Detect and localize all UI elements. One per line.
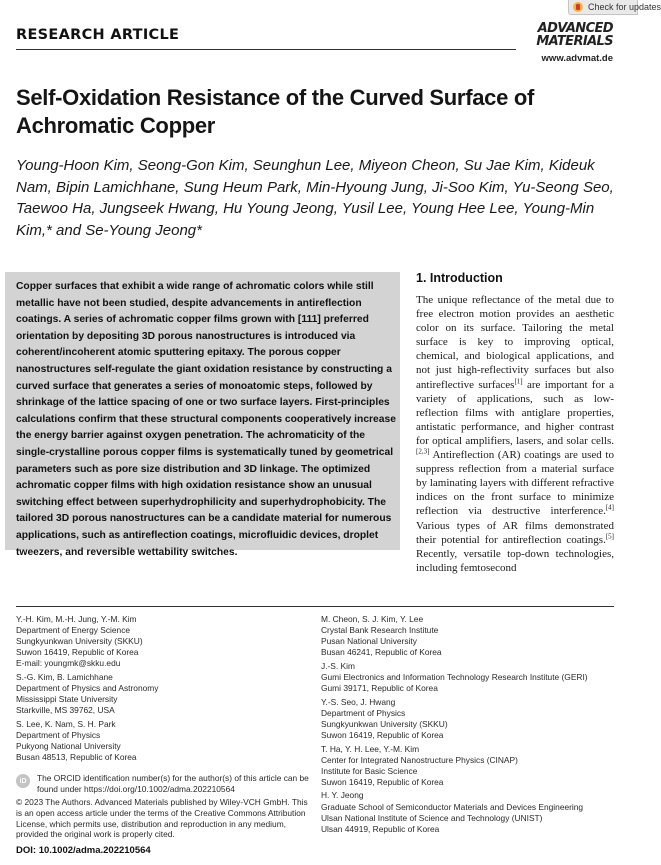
journal-logo-line-2: MATERIALS <box>536 34 613 49</box>
orcid-icon: iD <box>16 774 30 788</box>
affiliation-line: Suwon 16419, Republic of Korea <box>321 729 444 740</box>
affiliation-block <box>321 790 621 834</box>
affiliation-block <box>16 614 306 669</box>
affiliation-line: Gumi Electronics and Information Technology Research Institute (GERI) <box>321 671 588 682</box>
affiliation-line: Ulsan 44919, Republic of Korea <box>321 823 440 834</box>
affiliation-line: Suwon 16419, Republic of Korea <box>321 776 444 787</box>
affiliation-line: Busan 48513, Republic of Korea <box>16 752 137 763</box>
affiliation-line: Ulsan National Institute of Science and Technology (UNIST) <box>321 812 543 823</box>
check-for-updates-badge[interactable] <box>568 0 661 15</box>
affiliation-block <box>321 697 621 741</box>
introduction-heading: 1. Introduction <box>416 271 503 285</box>
affiliation-line: Mississippi State University <box>16 694 118 705</box>
affiliation-block <box>321 661 621 694</box>
check-for-updates-label: Check for updates <box>588 2 661 12</box>
intro-text-segment: Antireflection (AR) coatings are used to suppress reflection from a material surface by laminating layers with different refractive indices on the front surface to minimize reflection via destructive interference. <box>416 449 614 518</box>
footer-divider <box>16 606 614 607</box>
affiliation-line: Institute for Basic Science <box>321 765 418 776</box>
journal-url[interactable]: www.advmat.de <box>541 53 613 64</box>
affiliation-authors: S.-G. Kim, B. Lamichhane <box>16 671 113 682</box>
journal-logo <box>513 22 613 48</box>
affiliation-line: Department of Physics <box>16 729 101 740</box>
affiliation-block <box>16 719 306 763</box>
affiliation-email[interactable]: E-mail: youngmk@skku.edu <box>16 658 121 669</box>
affiliation-line: Pusan National University <box>321 636 417 647</box>
affiliation-line: Sungkyunkwan University (SKKU) <box>321 718 448 729</box>
orcid-note-text[interactable]: The ORCID identification number(s) for the author(s) of this article can be found under https://doi.org/10.1002/adma.202210564 <box>37 773 309 794</box>
affiliation-line: Center for Integrated Nanostructure Physics (CINAP) <box>321 754 518 765</box>
introduction-body <box>416 293 614 575</box>
intro-text-segment: are important for a variety of applications, such as low-reflection films with antiglare properties, antistatic performance, and higher contrast for optical amplifiers, lasers, and solar cells. <box>416 378 615 447</box>
affiliation-block <box>16 672 306 716</box>
orcid-note <box>16 773 316 794</box>
affiliation-line: Sungkyunkwan University (SKKU) <box>16 636 143 647</box>
affiliations-right <box>321 614 621 837</box>
affiliation-line: Department of Energy Science <box>16 625 131 636</box>
affiliation-line: Department of Physics <box>321 707 406 718</box>
affiliation-line: Starkville, MS 39762, USA <box>16 705 115 716</box>
affiliations-left <box>16 614 306 766</box>
intro-text-segment: Recently, versatile top-down technologies, including femtosecond <box>416 547 614 574</box>
affiliation-authors: S. Lee, K. Nam, S. H. Park <box>16 718 116 729</box>
affiliation-authors: T. Ha, Y. H. Lee, Y.-M. Kim <box>321 743 420 754</box>
affiliation-line: Busan 46241, Republic of Korea <box>321 647 442 658</box>
affiliation-authors: Y.-H. Kim, M.-H. Jung, Y.-M. Kim <box>16 614 137 624</box>
journal-logo-line-1: ADVANCED <box>537 21 613 36</box>
citation-link[interactable]: [4] <box>605 503 614 512</box>
doi-label[interactable]: DOI: 10.1002/adma.202210564 <box>16 845 151 856</box>
affiliation-authors: M. Cheon, S. J. Kim, Y. Lee <box>321 614 424 624</box>
license-text: © 2023 The Authors. Advanced Materials published by Wiley-VCH GmbH. This is an open access article under the terms of the Creative Commons Attribution License, which permits use, distribution and reproduction in any medium, provided the original work is properly cited. <box>16 797 308 840</box>
intro-text-segment: The unique reflectance of the metal due to free electron motion provides an aesthetic color on its surface. Tailoring the metal surface is key to improving optical, chemical, and biological applications, and not just high-reflectivity surfaces but also antireflective surfaces <box>416 294 614 391</box>
affiliation-block <box>321 614 621 658</box>
header-divider <box>16 49 516 50</box>
article-title: Self-Oxidation Resistance of the Curved Surface of Achromatic Copper <box>16 85 535 138</box>
affiliation-block <box>321 744 621 788</box>
citation-link[interactable]: [5] <box>605 531 614 540</box>
section-label: RESEARCH ARTICLE <box>16 27 180 43</box>
affiliation-line: Gumi 39171, Republic of Korea <box>321 683 438 694</box>
affiliation-line: Department of Physics and Astronomy <box>16 683 159 694</box>
affiliation-line: Graduate School of Semiconductor Materials and Devices Engineering <box>321 801 584 812</box>
citation-link[interactable]: [2,3] <box>416 447 430 456</box>
affiliation-authors: H. Y. Jeong <box>321 790 364 801</box>
intro-text-segment: Various types of AR films demonstrated their potential for antireflection coatings. <box>416 519 614 546</box>
abstract-text: Copper surfaces that exhibit a wide range of achromatic colors while still metallic have not been studied, despite advancements in antireflection coatings. A series of achromatic copper films grown with [111] preferred orientation by depositing 3D porous nanostructures is introduced via coherent/incoherent atomic sputtering epitaxy. The porous copper nanostructures self-regulate the giant oxidation resistance by constructing a curved surface that generates a series of monoatomic steps, followed by shrinkage of the lattice spacing of one or two surface layers. First-principles calculations confirm that these structural components cooperatively increase the energy barrier against oxygen penetration. The achromaticity of the single-crystalline porous copper films is systematically tuned by geometrical parameters such as pore size distribution and 3D linkage. The optimized achromatic copper films with high oxidation resistance show an unusual switching effect between superhydrophilicity and superhydrophobicity. The tailored 3D porous nanostructures can be a candidate material for numerous applications, such as antireflection coatings, microfluidic devices, droplet tweezers, and reversible wettability switches. <box>16 281 396 558</box>
author-list: Young-Hoon Kim, Seong-Gon Kim, Seunghun Lee, Miyeon Cheon, Su Jae Kim, Kideuk Nam, Bipin Lamichhane, Sung Heum Park, Min-Hyoung Jung, Ji-Soo Kim, Yu-Seong Seo, Taewoo Ha, Jungseek Hwang, Hu Young Jeong, Yusil Lee, Young Hee Lee, Young-Min Kim,* and Se-Young Jeong* <box>16 157 614 239</box>
affiliation-line: Pukyong National University <box>16 741 121 752</box>
affiliation-line: Suwon 16419, Republic of Korea <box>16 647 139 658</box>
crossmark-icon <box>573 2 583 12</box>
affiliation-authors: Y.-S. Seo, J. Hwang <box>321 696 396 707</box>
citation-link[interactable]: [1] <box>514 376 523 385</box>
affiliation-authors: J.-S. Kim <box>321 660 355 671</box>
affiliation-line: Crystal Bank Research Institute <box>321 625 439 636</box>
